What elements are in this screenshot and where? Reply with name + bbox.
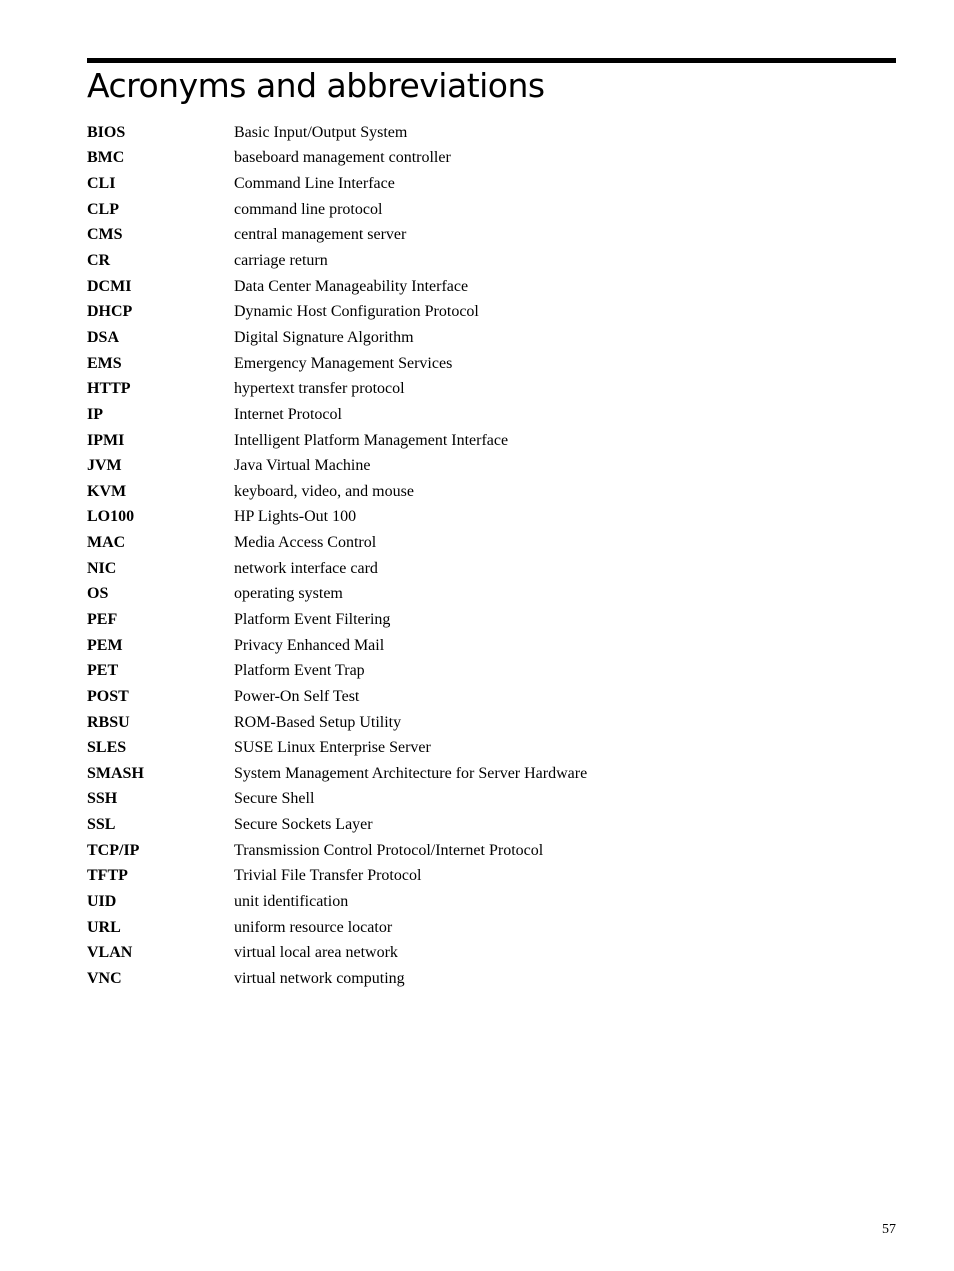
- acronym-term: NIC: [87, 559, 117, 577]
- acronym-term: IPMI: [87, 431, 125, 449]
- acronym-term: PEM: [87, 636, 123, 654]
- acronym-definition: baseboard management controller: [234, 149, 451, 167]
- acronym-definition: Power-On Self Test: [234, 687, 360, 705]
- acronym-entry: [87, 274, 847, 300]
- acronym-term: SSH: [87, 790, 118, 808]
- acronym-entry: [87, 223, 847, 249]
- acronym-term: SSL: [87, 816, 116, 834]
- acronym-entry: [87, 171, 847, 197]
- acronym-definition: Media Access Control: [234, 534, 377, 552]
- acronym-term: BIOS: [87, 123, 126, 141]
- acronym-definition: unit identification: [234, 893, 349, 911]
- acronym-term: VLAN: [87, 944, 133, 962]
- acronym-entry: [87, 761, 847, 787]
- acronym-entry: [87, 556, 847, 582]
- acronym-list: [87, 120, 847, 992]
- acronym-term: CMS: [87, 226, 123, 244]
- acronym-entry: [87, 248, 847, 274]
- acronym-entry: [87, 812, 847, 838]
- acronym-term: TFTP: [87, 867, 128, 885]
- acronym-entry: [87, 889, 847, 915]
- acronym-definition: Secure Shell: [234, 790, 315, 808]
- acronym-entry: [87, 479, 847, 505]
- acronym-term: VNC: [87, 969, 122, 987]
- acronym-definition: Platform Event Trap: [234, 662, 365, 680]
- acronym-definition: hypertext transfer protocol: [234, 380, 405, 398]
- acronym-definition: Intelligent Platform Management Interface: [234, 431, 509, 449]
- acronym-entry: [87, 864, 847, 890]
- acronym-definition: System Management Architecture for Server Hardware: [234, 764, 588, 782]
- acronym-term: KVM: [87, 482, 127, 500]
- acronym-term: DHCP: [87, 303, 133, 321]
- acronym-definition: Emergency Management Services: [234, 354, 453, 372]
- acronym-term: DSA: [87, 328, 120, 346]
- acronym-entry: [87, 838, 847, 864]
- acronym-definition: uniform resource locator: [234, 918, 393, 936]
- acronym-entry: [87, 658, 847, 684]
- acronym-definition: HP Lights-Out 100: [234, 508, 357, 526]
- acronym-definition: Platform Event Filtering: [234, 610, 391, 628]
- acronym-entry: [87, 966, 847, 992]
- acronym-definition: operating system: [234, 585, 343, 603]
- acronym-definition: Transmission Control Protocol/Internet Protocol: [234, 841, 544, 859]
- acronym-definition: keyboard, video, and mouse: [234, 482, 414, 500]
- acronym-term: UID: [87, 893, 117, 911]
- acronym-term: HTTP: [87, 380, 131, 398]
- acronym-term: BMC: [87, 149, 125, 167]
- acronym-term: PEF: [87, 610, 118, 628]
- acronym-definition: Internet Protocol: [234, 405, 342, 423]
- acronym-definition: Command Line Interface: [234, 175, 395, 193]
- acronym-definition: virtual network computing: [234, 969, 405, 987]
- acronym-definition: network interface card: [234, 559, 378, 577]
- acronym-entry: [87, 453, 847, 479]
- acronym-definition: SUSE Linux Enterprise Server: [234, 739, 431, 757]
- acronym-definition: Basic Input/Output System: [234, 123, 408, 141]
- acronym-definition: Data Center Manageability Interface: [234, 277, 469, 295]
- acronym-term: CR: [87, 252, 111, 270]
- acronym-term: SMASH: [87, 764, 144, 782]
- acronym-entry: [87, 633, 847, 659]
- acronym-term: DCMI: [87, 277, 132, 295]
- acronym-definition: central management server: [234, 226, 407, 244]
- acronym-term: CLP: [87, 200, 119, 218]
- acronym-term: SLES: [87, 739, 127, 757]
- acronym-entry: [87, 607, 847, 633]
- acronym-term: IP: [87, 405, 103, 423]
- acronym-definition: Java Virtual Machine: [234, 457, 371, 475]
- acronym-entry: [87, 915, 847, 941]
- acronym-entry: [87, 582, 847, 608]
- acronym-entry: [87, 684, 847, 710]
- acronym-entry: [87, 402, 847, 428]
- acronym-definition: Privacy Enhanced Mail: [234, 636, 385, 654]
- acronym-definition: virtual local area network: [234, 944, 398, 962]
- acronym-term: PET: [87, 662, 119, 680]
- acronym-entry: [87, 376, 847, 402]
- acronym-term: MAC: [87, 534, 126, 552]
- acronym-definition: Digital Signature Algorithm: [234, 328, 414, 346]
- acronym-definition: Secure Sockets Layer: [234, 816, 373, 834]
- acronym-entry: [87, 325, 847, 351]
- acronym-definition: carriage return: [234, 252, 328, 270]
- acronym-entry: [87, 735, 847, 761]
- acronym-entry: [87, 197, 847, 223]
- acronym-definition: Trivial File Transfer Protocol: [234, 867, 422, 885]
- acronym-term: TCP/IP: [87, 841, 140, 859]
- acronym-entry: [87, 710, 847, 736]
- acronym-entry: [87, 146, 847, 172]
- acronym-entry: [87, 120, 847, 146]
- acronym-term: OS: [87, 585, 109, 603]
- acronym-term: EMS: [87, 354, 122, 372]
- acronym-term: JVM: [87, 457, 122, 475]
- acronym-definition: Dynamic Host Configuration Protocol: [234, 303, 479, 321]
- page-number: 57: [882, 1222, 896, 1237]
- acronym-entry: [87, 505, 847, 531]
- acronym-definition: command line protocol: [234, 200, 383, 218]
- acronym-entry: [87, 787, 847, 813]
- acronym-definition: ROM-Based Setup Utility: [234, 713, 402, 731]
- acronym-term: LO100: [87, 508, 135, 526]
- title-rule: [87, 58, 896, 63]
- acronym-entry: [87, 299, 847, 325]
- page-title: Acronyms and abbreviations: [87, 66, 545, 105]
- acronym-term: POST: [87, 687, 129, 705]
- acronym-entry: [87, 941, 847, 967]
- acronym-term: CLI: [87, 175, 116, 193]
- acronym-term: RBSU: [87, 713, 130, 731]
- acronym-entry: [87, 428, 847, 454]
- acronym-term: URL: [87, 918, 121, 936]
- acronym-entry: [87, 351, 847, 377]
- acronym-entry: [87, 530, 847, 556]
